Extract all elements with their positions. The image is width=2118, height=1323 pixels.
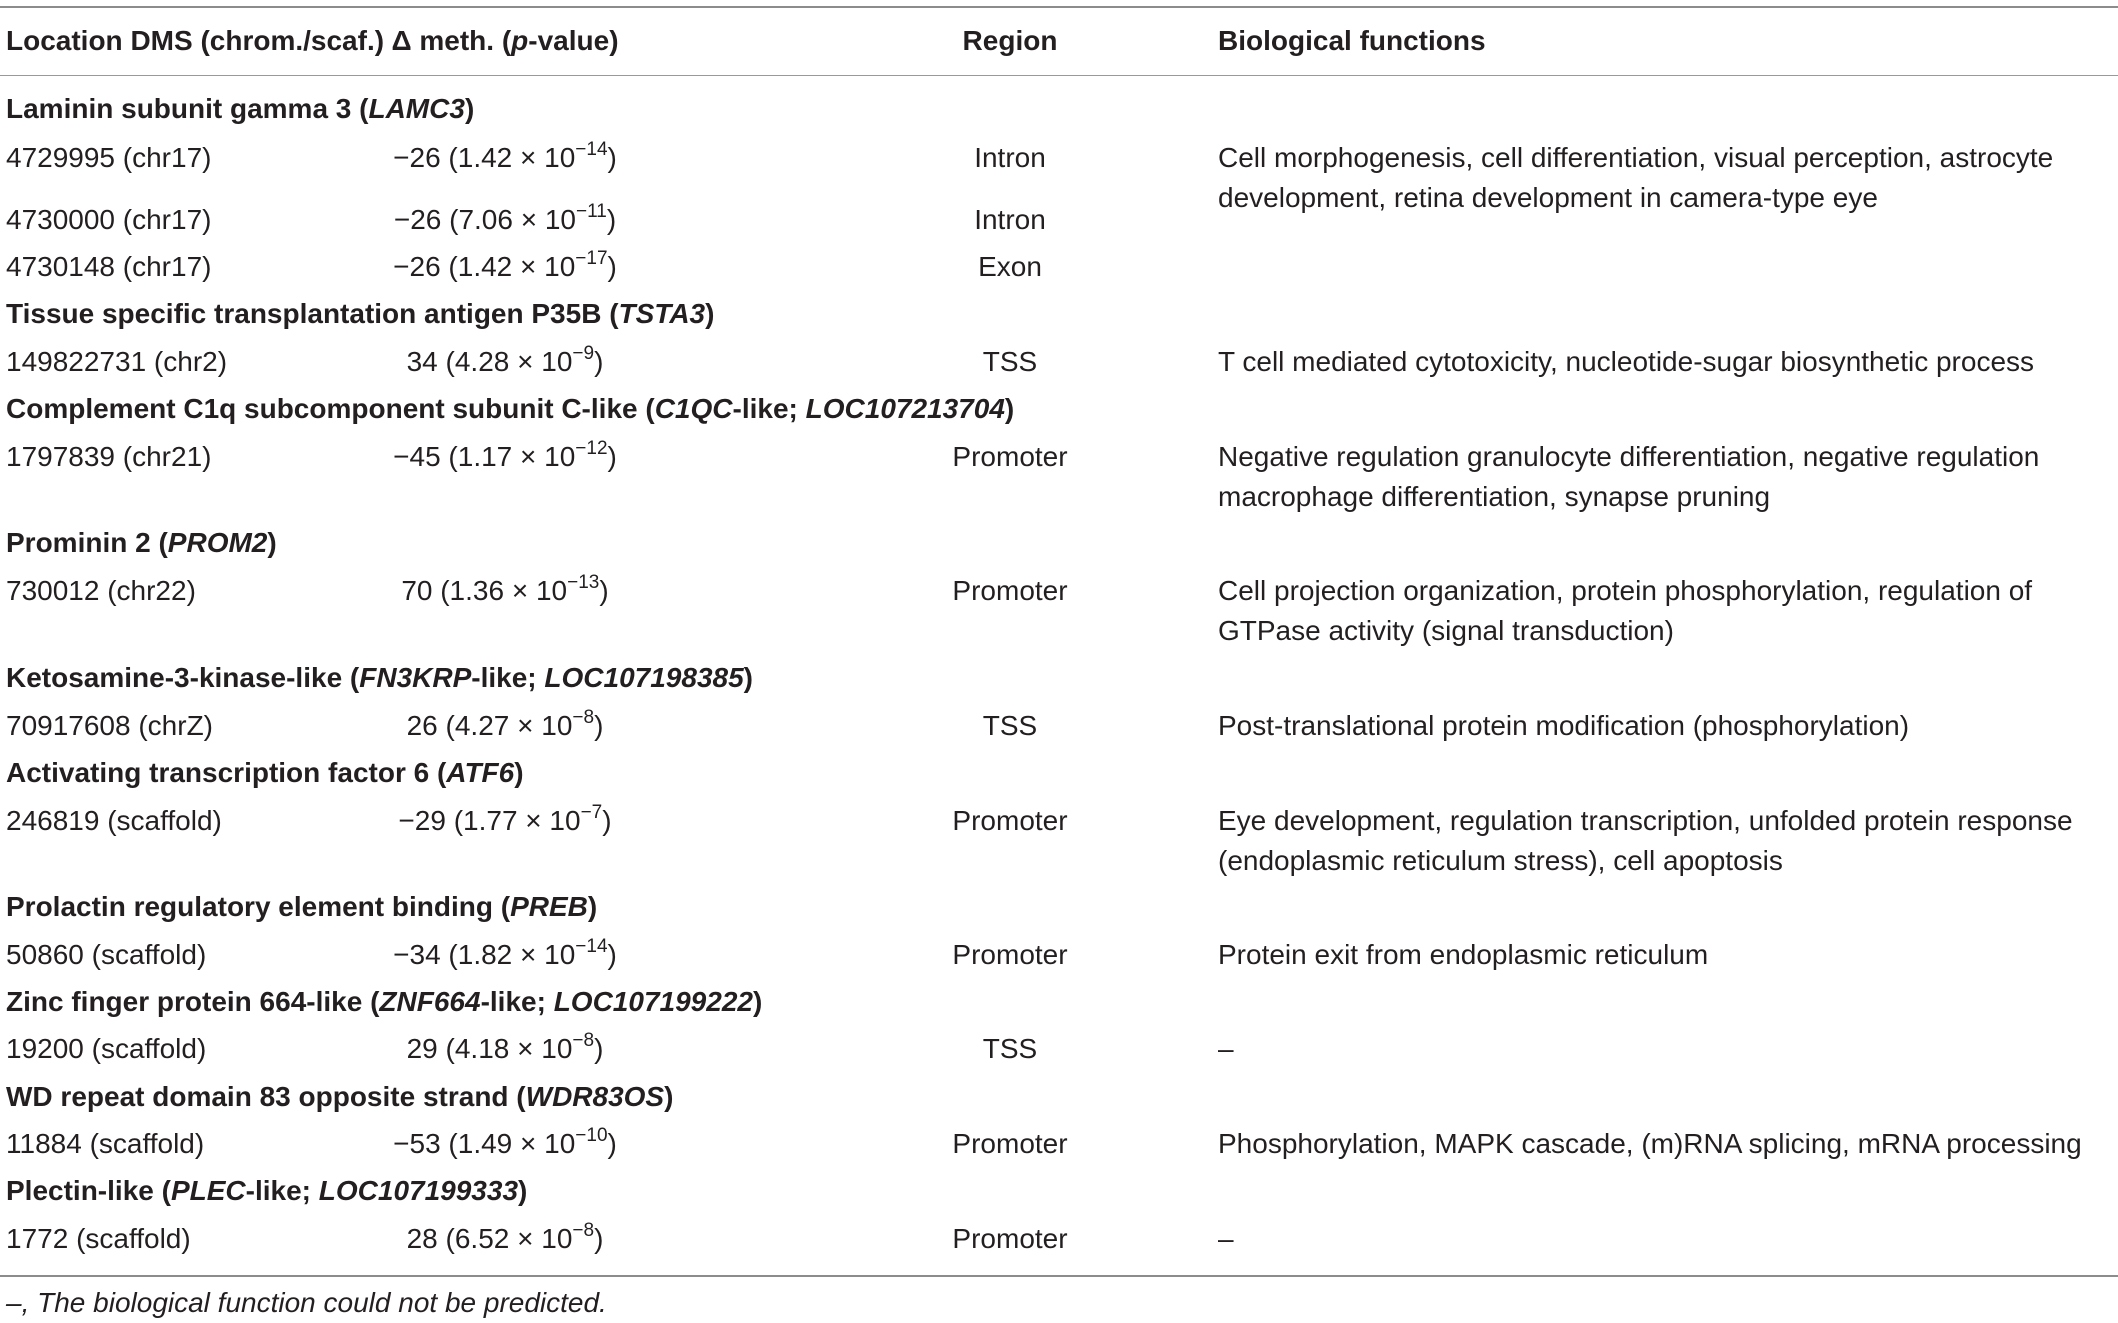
row-location: 11884 (scaffold) bbox=[6, 1128, 205, 1159]
row-bio: Cell morphogenesis, cell differentiation, visual perception, astrocyte development, retina development in camera-type eye bbox=[1218, 142, 2054, 213]
gene-heading: Prominin 2 (PROM2) bbox=[6, 527, 277, 558]
gene-heading: Activating transcription factor 6 (ATF6) bbox=[6, 757, 524, 788]
row-meth: −26 $(1.42 \times 10^{-17})$ bbox=[393, 248, 617, 282]
row-location: 50860 (scaffold) bbox=[6, 939, 207, 970]
gene-heading: Tissue specific transplantation antigen P35B (TSTA3) bbox=[6, 298, 715, 329]
gene-heading: Prolactin regulatory element binding (PREB) bbox=[6, 891, 598, 922]
row-bio: Protein exit from endoplasmic reticulum bbox=[1218, 939, 1709, 970]
header-meth: Δ meth. (p-value) bbox=[391, 25, 619, 56]
row-location: 1772 (scaffold) bbox=[6, 1223, 191, 1254]
header-bio: Biological functions bbox=[1218, 25, 1486, 56]
row-bio: T cell mediated cytotoxicity, nucleotide-sugar biosynthetic process bbox=[1218, 346, 2035, 377]
row-region: Intron bbox=[974, 142, 1046, 173]
row-location: 246819 (scaffold) bbox=[6, 805, 222, 836]
row-location: 4730000 (chr17) bbox=[6, 204, 212, 235]
header-rule bbox=[0, 75, 2118, 76]
row-meth: 29 $(4.18 \times 10^{-8})$ bbox=[406, 1030, 604, 1064]
row-location: 730012 (chr22) bbox=[6, 575, 196, 606]
row-location: 1797839 (chr21) bbox=[6, 441, 212, 472]
gene-heading: Plectin-like (PLEC-like; LOC107199333) bbox=[6, 1175, 528, 1206]
row-region: Intron bbox=[974, 204, 1046, 235]
row-bio: Post-translational protein modification (phosphorylation) bbox=[1218, 710, 1910, 741]
row-location: 4730148 (chr17) bbox=[6, 251, 212, 282]
row-location: 19200 (scaffold) bbox=[6, 1033, 207, 1064]
header-location: Location DMS (chrom./scaf.) bbox=[6, 25, 385, 56]
row-bio: – bbox=[1218, 1033, 1234, 1064]
row-meth: 26 $(4.27 \times 10^{-8})$ bbox=[406, 707, 604, 741]
row-region: Promoter bbox=[952, 805, 1068, 836]
gene-heading: Laminin subunit gamma 3 (LAMC3) bbox=[6, 93, 475, 124]
row-bio: Phosphorylation, MAPK cascade, (m)RNA splicing, mRNA processing bbox=[1218, 1128, 2082, 1159]
row-location: 4729995 (chr17) bbox=[6, 142, 212, 173]
row-bio: Negative regulation granulocyte differentiation, negative regulation macrophage differentiation, synapse pruning bbox=[1218, 441, 2040, 512]
row-bio: – bbox=[1218, 1223, 1234, 1254]
row-region: TSS bbox=[982, 1033, 1038, 1064]
row-region: Promoter bbox=[952, 1128, 1068, 1159]
row-meth: −34 $(1.82 \times 10^{-14})$ bbox=[393, 936, 617, 970]
row-meth: 28 $(6.52 \times 10^{-8})$ bbox=[406, 1220, 604, 1254]
row-region: TSS bbox=[982, 346, 1038, 377]
row-meth: −53 $(1.49 \times 10^{-10})$ bbox=[393, 1125, 617, 1159]
row-region: Promoter bbox=[952, 575, 1068, 606]
row-meth: −26 $(7.06 \times 10^{-11})$ bbox=[393, 201, 617, 235]
gene-heading: Complement C1q subcomponent subunit C-like (C1QC-like; LOC107213704) bbox=[6, 393, 1015, 424]
gene-heading: Zinc finger protein 664-like (ZNF664-like; LOC107199222) bbox=[6, 986, 763, 1017]
table-top-rule bbox=[0, 6, 2118, 8]
row-region: Promoter bbox=[952, 441, 1068, 472]
table-bottom-rule bbox=[0, 1275, 2118, 1277]
row-bio: Eye development, regulation transcription, unfolded protein response (endoplasmic reticulum stress), cell apoptosis bbox=[1218, 805, 2073, 876]
header-region: Region bbox=[962, 25, 1058, 56]
row-region: Promoter bbox=[952, 1223, 1068, 1254]
row-region: TSS bbox=[982, 710, 1038, 741]
row-location: 70917608 (chrZ) bbox=[6, 710, 214, 741]
row-meth: −45 $(1.17 \times 10^{-12})$ bbox=[393, 438, 617, 472]
row-meth: −26 $(1.42 \times 10^{-14})$ bbox=[393, 139, 617, 173]
row-region: Promoter bbox=[952, 939, 1068, 970]
table-footnote: –, The biological function could not be predicted. bbox=[6, 1287, 607, 1318]
row-meth: 34 $(4.28 \times 10^{-9})$ bbox=[406, 343, 604, 377]
gene-heading: Ketosamine-3-kinase-like (FN3KRP-like; LOC107198385) bbox=[6, 662, 753, 693]
row-meth: 70 $(1.36 \times 10^{-13})$ bbox=[401, 572, 609, 606]
row-location: 149822731 (chr2) bbox=[6, 346, 228, 377]
row-meth: −29 $(1.77 \times 10^{-7})$ bbox=[398, 802, 612, 836]
gene-heading: WD repeat domain 83 opposite strand (WDR83OS) bbox=[6, 1081, 674, 1112]
row-bio: Cell projection organization, protein phosphorylation, regulation of GTPase activity (signal transduction) bbox=[1218, 575, 2033, 646]
row-region: Exon bbox=[978, 251, 1042, 282]
